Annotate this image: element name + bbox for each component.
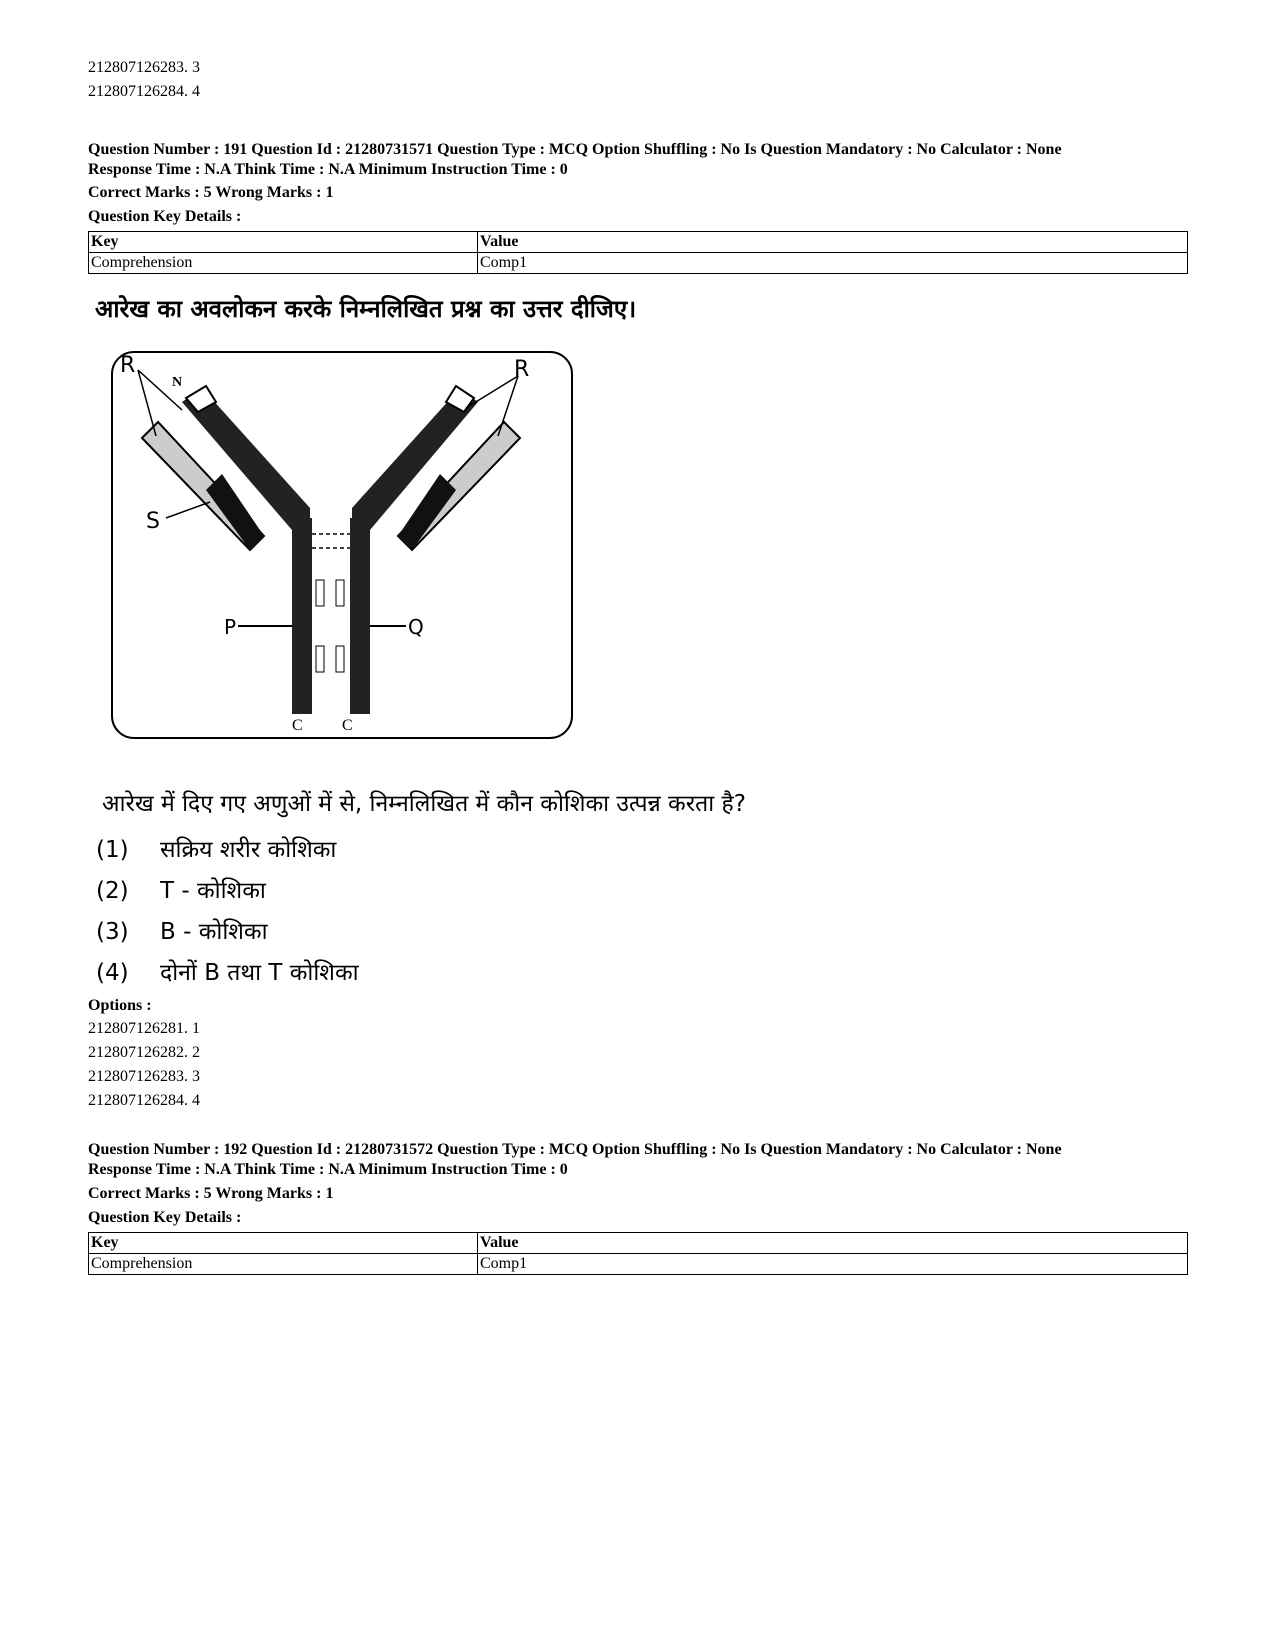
prev-option-4: 212807126284. 4	[88, 83, 200, 100]
choice-1	[96, 832, 336, 864]
domain-loop-3	[316, 646, 324, 672]
q191-header-line2: Response Time : N.A Think Time : N.A Minimum Instruction Time : 0	[88, 161, 568, 178]
value-header: Value	[478, 232, 1188, 253]
q191-question: आरेख में दिए गए अणुओं में से, निम्नलिखित में कौन कोशिका उत्पन्न करता है?	[102, 791, 746, 817]
key-cell: Comprehension	[89, 253, 478, 274]
q191-key-table	[88, 231, 1188, 274]
q191-marks: Correct Marks : 5 Wrong Marks : 1	[88, 184, 334, 201]
value-cell: Comp1	[478, 1254, 1188, 1275]
label-p: P	[224, 615, 237, 639]
label-c-left: C	[292, 717, 303, 734]
table-header-row	[89, 232, 1188, 253]
option-3: 212807126283. 3	[88, 1068, 200, 1085]
key-header: Key	[89, 1233, 478, 1254]
table-row	[89, 1254, 1188, 1275]
value-header: Value	[478, 1233, 1188, 1254]
s-pointer	[166, 502, 210, 518]
choice-1-text: सक्रिय शरीर कोशिका	[160, 837, 337, 863]
q191-key-details-label: Question Key Details :	[88, 208, 242, 225]
choice-3	[96, 914, 268, 946]
table-header-row	[89, 1233, 1188, 1254]
right-heavy-stem	[350, 518, 370, 714]
prev-option-3: 212807126283. 3	[88, 59, 200, 76]
r-left-pointer-2	[138, 370, 156, 436]
choice-2	[96, 873, 266, 905]
label-r-left: R	[120, 353, 136, 378]
option-1: 212807126281. 1	[88, 1020, 200, 1037]
label-c-right: C	[342, 717, 353, 734]
q192-key-details-label: Question Key Details :	[88, 1209, 242, 1226]
q191-options-label: Options :	[88, 997, 152, 1014]
q191-instruction: आरेख का अवलोकन करके निम्नलिखित प्रश्न का उत्तर दीजिए।	[95, 295, 637, 323]
label-r-right: R	[514, 357, 530, 382]
choice-4-num: (4)	[96, 960, 129, 986]
option-4: 212807126284. 4	[88, 1092, 200, 1109]
r-right-pointer-1	[466, 376, 518, 408]
choice-3-num: (3)	[96, 919, 129, 945]
choice-4	[96, 955, 359, 987]
choice-4-text: दोनों B तथा T कोशिका	[160, 960, 359, 986]
label-s: S	[146, 509, 160, 534]
choice-2-num: (2)	[96, 878, 129, 904]
q192-header-line1: Question Number : 192 Question Id : 21280731572 Question Type : MCQ Option Shuffling : No Is Question Mandatory : No Calculator : None	[88, 1141, 1062, 1158]
left-heavy-stem	[292, 518, 312, 714]
domain-loop-4	[336, 646, 344, 672]
q192-key-table	[88, 1232, 1188, 1275]
q191-header-line1: Question Number : 191 Question Id : 21280731571 Question Type : MCQ Option Shuffling : No Is Question Mandatory : No Calculator : None	[88, 141, 1062, 158]
key-header: Key	[89, 232, 478, 253]
q192-header-line2: Response Time : N.A Think Time : N.A Minimum Instruction Time : 0	[88, 1161, 568, 1178]
label-n: N	[172, 375, 183, 390]
antibody-diagram	[110, 350, 580, 750]
domain-loop-1	[316, 580, 324, 606]
table-row	[89, 253, 1188, 274]
domain-loop-2	[336, 580, 344, 606]
choice-3-text: B - कोशिका	[160, 919, 268, 945]
choice-2-text: T - कोशिका	[160, 878, 266, 904]
option-2: 212807126282. 2	[88, 1044, 200, 1061]
q192-marks: Correct Marks : 5 Wrong Marks : 1	[88, 1185, 334, 1202]
label-q: Q	[408, 615, 424, 639]
value-cell: Comp1	[478, 253, 1188, 274]
choice-1-num: (1)	[96, 837, 129, 863]
key-cell: Comprehension	[89, 1254, 478, 1275]
